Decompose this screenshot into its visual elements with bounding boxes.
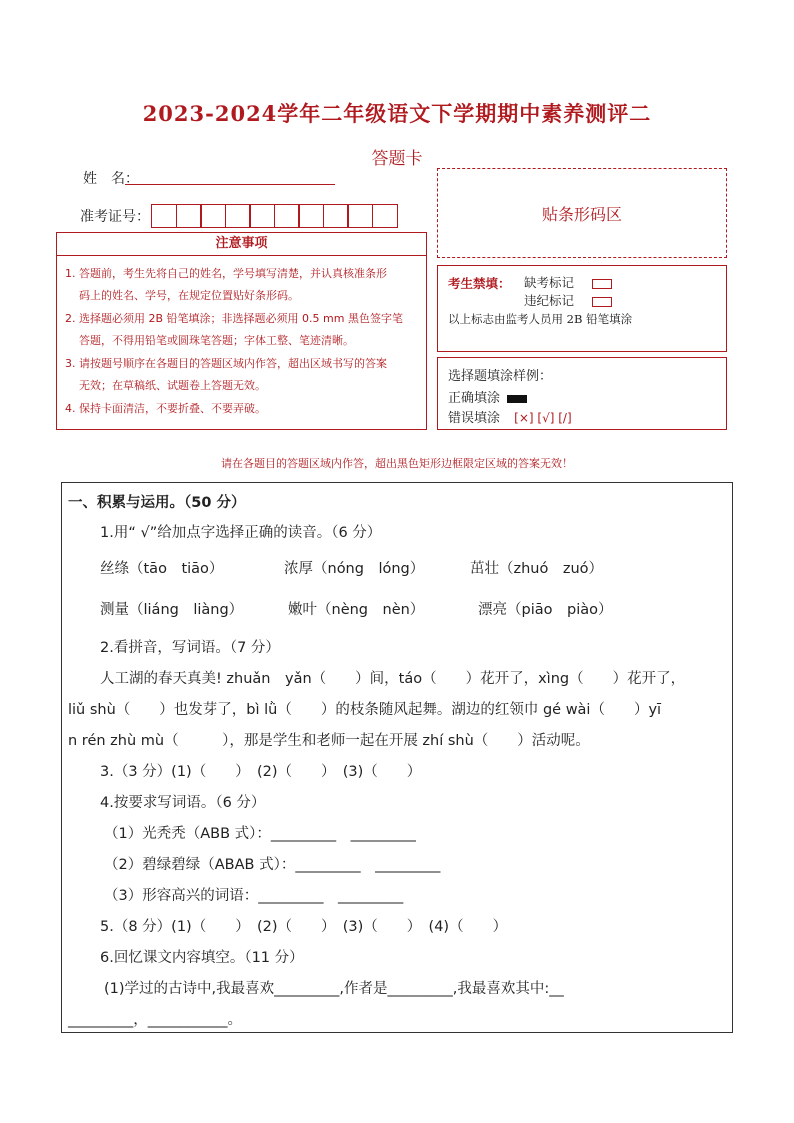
page-title: 2023-2024学年二年级语文下学期期中素养测评二 <box>142 101 652 126</box>
q4-item: （3）形容高兴的词语：_________ _________ <box>104 888 404 904</box>
notice-item: 2. 选择题必须用 2B 铅笔填涂；非选择题必须用 0.5 mm 黑色签字笔 答题，不得用铅笔或圆珠笔答题；字体工整、笔迹清晰。 <box>65 312 403 347</box>
q6-prompt: 6.回忆课文内容填空。（11 分） <box>100 950 304 966</box>
barcode-label: 贴条形码区 <box>541 204 622 224</box>
answer-area-warning: 请在各题目的答题区域内作答，超出黑色矩形边框限定区域的答案无效！ <box>221 457 573 470</box>
violation-checkbox[interactable] <box>592 297 612 307</box>
id-digit-box[interactable] <box>372 204 398 228</box>
violation-mark-row <box>524 291 612 309</box>
forbidden-note: 以上标志由监考人员用 2B 铅笔填涂 <box>448 312 633 326</box>
q1-item: 漂亮（piāo piào） <box>478 602 613 618</box>
section1-answer-box <box>61 482 733 1033</box>
fill-sample-box <box>437 357 727 430</box>
violation-label: 违纪标记 <box>524 293 575 308</box>
barcode-area <box>437 168 727 258</box>
absent-mark-row <box>524 273 612 291</box>
q1-item: 丝绦（tāo tiāo） <box>100 561 224 577</box>
id-label: 准考证号： <box>80 209 150 225</box>
correct-fill-row <box>448 387 527 406</box>
q2-text-line: 人工湖的春天真美! zhuǎn yǎn（ ）间，táo（ ）花开了，xìng（ ）花开了， <box>100 671 686 687</box>
notice-item: 1. 答题前，考生先将自己的姓名，学号填写清楚，并认真核准条形 码上的姓名、学号，在规定位置贴好条形码。 <box>65 267 387 302</box>
name-label: 姓 名： <box>83 171 139 187</box>
section1-heading: 一、积累与运用。（50 分） <box>68 495 246 511</box>
name-field[interactable] <box>125 183 335 185</box>
q1-item: 浓厚（nóng lóng） <box>284 561 425 577</box>
absent-checkbox[interactable] <box>592 279 612 289</box>
q3-answers: 3.（3 分）(1)（ ） (2)（ ） (3)（ ） <box>100 764 422 780</box>
q1-prompt: 1.用“ √”给加点字选择正确的读音。（6 分） <box>100 525 382 541</box>
q1-item: 茁壮（zhuó zuó） <box>470 561 604 577</box>
notice-item: 3. 请按题号顺序在各题目的答题区域内作答，超出区域书写的答案 无效；在草稿纸、试题卷上答题无效。 <box>65 357 387 392</box>
id-digit-box[interactable] <box>200 204 226 228</box>
id-digit-box[interactable] <box>151 204 177 228</box>
q2-text-line: liǔ shù（ ）也发芽了，bì lǜ（ ）的枝条随风起舞。湖边的红领巾 gé wài（ ）yī <box>68 702 662 718</box>
wrong-fill-row <box>448 407 572 426</box>
q4-item: （2）碧绿碧绿（ABAB 式）：_________ _________ <box>104 857 441 873</box>
id-number-boxes[interactable] <box>151 204 396 228</box>
q5-answers: 5.（8 分）(1)（ ） (2)（ ） (3)（ ） (4)（ ） <box>100 919 508 935</box>
q2-prompt: 2.看拼音，写词语。（7 分） <box>100 640 280 656</box>
notice-item: 4. 保持卡面清洁，不要折叠、不要弄破。 <box>65 402 266 415</box>
fill-sample-title: 选择题填涂样例： <box>448 369 553 384</box>
q4-item: （1）光秃秃（ABB 式）：_________ _________ <box>104 826 416 842</box>
forbidden-label: 考生禁填： <box>448 276 511 291</box>
filled-mark-icon <box>507 395 527 403</box>
notice-heading: 注意事项 <box>57 233 426 256</box>
q4-prompt: 4.按要求写词语。（6 分） <box>100 795 266 811</box>
id-digit-box[interactable] <box>274 204 300 228</box>
id-digit-box[interactable] <box>347 204 373 228</box>
id-digit-box[interactable] <box>249 204 275 228</box>
forbidden-box <box>437 265 727 352</box>
page-subtitle: 答题卡 <box>371 149 423 169</box>
id-digit-box[interactable] <box>323 204 349 228</box>
id-digit-box[interactable] <box>176 204 202 228</box>
q6-item-cont: _________，___________。 <box>68 1012 242 1028</box>
absent-label: 缺考标记 <box>524 275 575 290</box>
correct-fill-label: 正确填涂 <box>448 391 501 406</box>
notice-box <box>56 232 427 430</box>
id-digit-box[interactable] <box>298 204 324 228</box>
q1-item: 嫩叶（nèng nèn） <box>288 602 425 618</box>
q1-item: 测量（liáng liàng） <box>100 602 244 618</box>
wrong-fill-marks: [×] [√] [/] <box>514 411 572 425</box>
q6-item: (1)学过的古诗中,我最喜欢_________,作者是_________,我最喜欢其中:__ <box>104 981 564 997</box>
q2-text-line: n rén zhù mù（ ），那是学生和老师一起在开展 zhí shù（ ）活动呢。 <box>68 733 590 749</box>
id-digit-box[interactable] <box>225 204 251 228</box>
wrong-fill-label: 错误填涂 <box>448 411 501 426</box>
